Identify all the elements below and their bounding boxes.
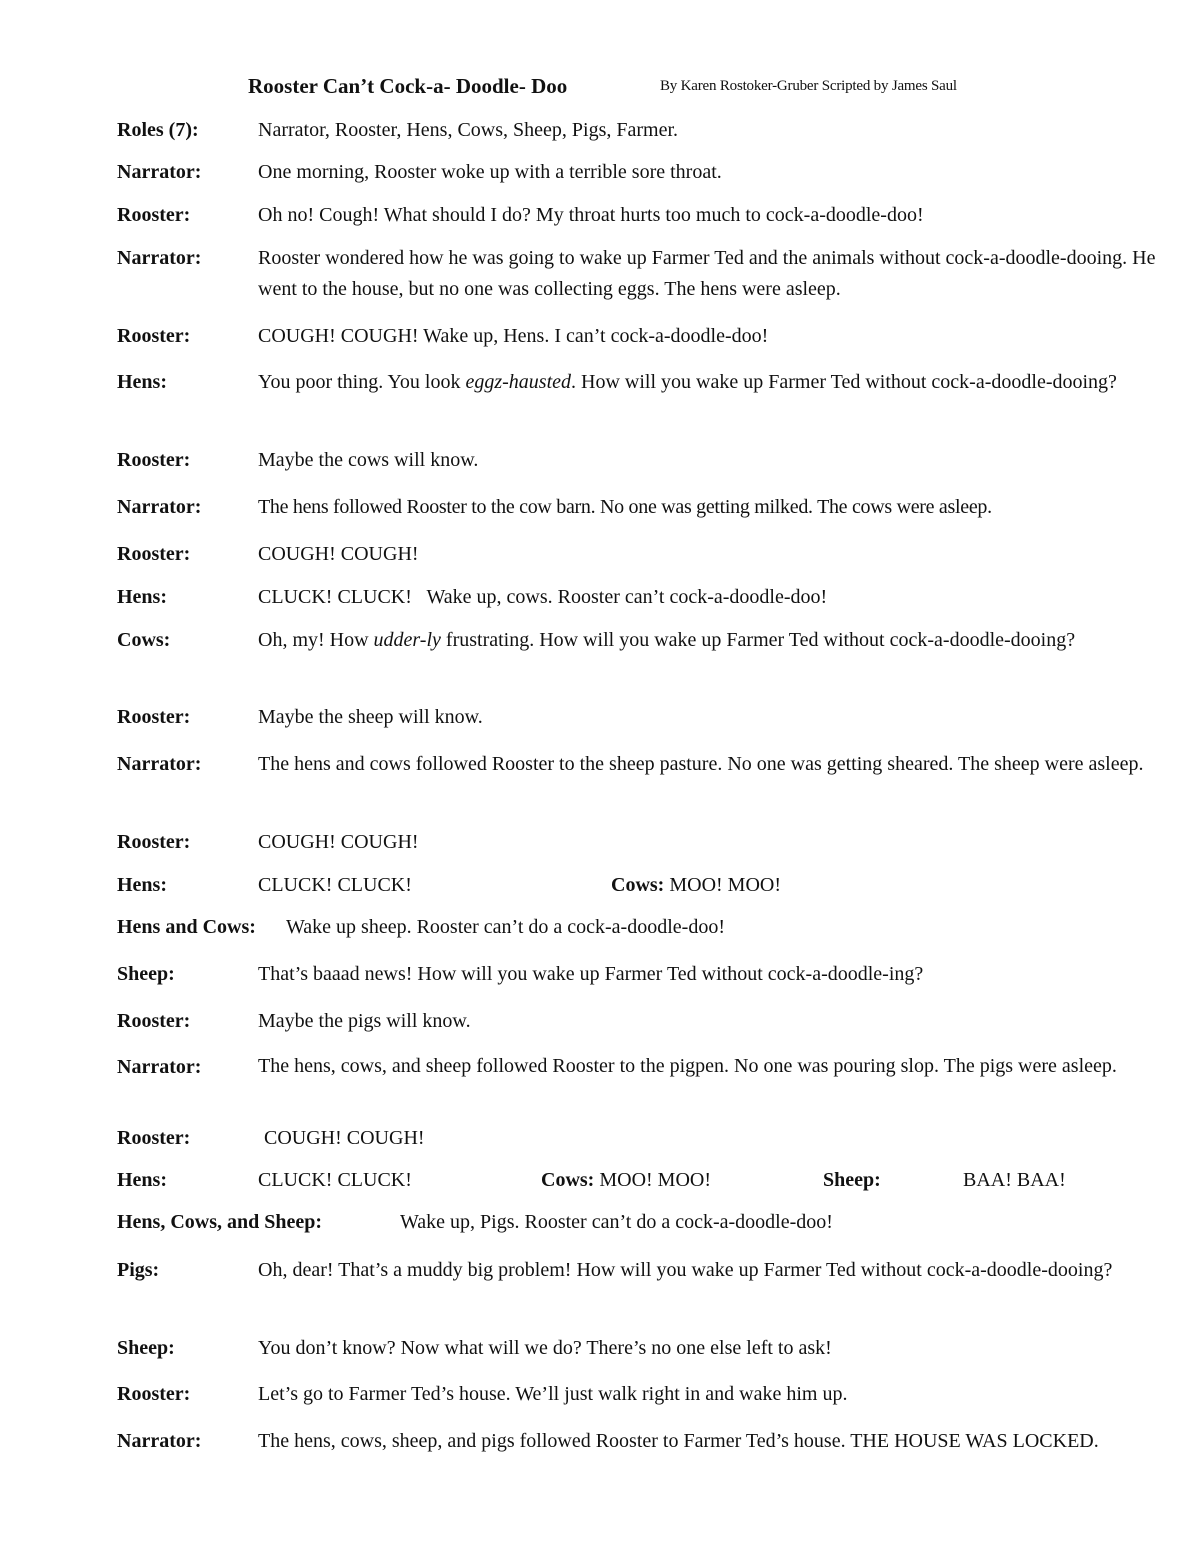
speaker-label: Sheep: — [117, 1337, 175, 1359]
speaker-label: Rooster: — [117, 1383, 191, 1405]
speaker-label: Narrator: — [117, 1056, 202, 1078]
second-speaker-group — [611, 870, 781, 901]
speaker-label: Narrator: — [117, 161, 202, 183]
dialogue-text: Wake up sheep. Rooster can’t do a cock-a-doodle-doo! — [286, 916, 725, 938]
dialogue-text: Rooster wondered how he was going to wake up Farmer Ted and the animals without cock-a-doodle-dooing. He went to the house, but no one was collecting eggs. The hens were asleep. — [258, 247, 1156, 300]
dialogue-text: Maybe the cows will know. — [258, 449, 479, 471]
speaker-label: Hens: — [117, 586, 167, 608]
dialogue-text — [258, 367, 1158, 398]
speaker-label: Rooster: — [117, 831, 191, 853]
speaker-label: Sheep: — [117, 963, 175, 985]
dialogue-text: Maybe the pigs will know. — [258, 1010, 471, 1032]
speaker-label: Rooster: — [117, 449, 191, 471]
dialogue-text: Wake up, Pigs. Rooster can’t do a cock-a-doodle-doo! — [400, 1211, 833, 1233]
second-speaker-group — [541, 1165, 711, 1196]
dialogue-text-part: . How will you wake up Farmer Ted without cock-a-doodle-dooing? — [571, 371, 1117, 393]
dialogue-text-part: You poor thing. You look — [258, 371, 466, 393]
speaker-label: Rooster: — [117, 1127, 191, 1149]
speaker-label: Hens: — [117, 1169, 167, 1191]
speaker-label: Narrator: — [117, 496, 202, 518]
dialogue-text: That’s baaad news! How will you wake up Farmer Ted without cock-a-doodle-ing? — [258, 963, 924, 985]
dialogue-text: The hens followed Rooster to the cow barn. No one was getting milked. The cows were asleep. — [258, 496, 992, 518]
speaker-label: Hens and Cows: — [117, 916, 256, 938]
dialogue-text: COUGH! COUGH! — [258, 831, 419, 853]
speaker-label: Cows: — [611, 874, 665, 896]
speaker-label: Hens: — [117, 371, 167, 393]
dialogue-text: COUGH! COUGH! — [264, 1127, 425, 1149]
speaker-label: Pigs: — [117, 1259, 160, 1281]
dialogue-text: BAA! BAA! — [963, 1169, 1066, 1191]
script-credits: By Karen Rostoker-Gruber Scripted by James Saul — [660, 78, 957, 94]
speaker-label: Rooster: — [117, 543, 191, 565]
speaker-label: Cows: — [541, 1169, 595, 1191]
speaker-label: Rooster: — [117, 706, 191, 728]
speaker-label: Rooster: — [117, 204, 191, 226]
dialogue-text — [258, 625, 1158, 656]
speaker-label: Narrator: — [117, 1430, 202, 1452]
speaker-label: Rooster: — [117, 1010, 191, 1032]
dialogue-text: COUGH! COUGH! — [258, 543, 419, 565]
dialogue-text: CLUCK! CLUCK! — [258, 874, 412, 896]
dialogue-text-part: frustrating. How will you wake up Farmer Ted without cock-a-doodle-dooing? — [440, 629, 1076, 651]
dialogue-text: COUGH! COUGH! Wake up, Hens. I can’t cock-a-doodle-doo! — [258, 325, 769, 347]
dialogue-text: One morning, Rooster woke up with a terrible sore throat. — [258, 161, 722, 183]
dialogue-text: MOO! MOO! — [669, 874, 782, 896]
speaker-label: Sheep: — [823, 1169, 881, 1191]
dialogue-text: CLUCK! CLUCK! Wake up, cows. Rooster can’t cock-a-doodle-doo! — [258, 586, 828, 608]
dialogue-text: Maybe the sheep will know. — [258, 706, 483, 728]
script-title: Rooster Can’t Cock-a- Doodle- Doo — [248, 74, 568, 98]
speaker-label: Cows: — [117, 629, 171, 651]
emphasis-pun: udder-ly — [373, 629, 441, 651]
dialogue-text: MOO! MOO! — [599, 1169, 712, 1191]
speaker-label: Hens: — [117, 874, 167, 896]
dialogue-text: The hens and cows followed Rooster to the sheep pasture. No one was getting sheared. The sheep were asleep. — [258, 753, 1144, 775]
roles-text: Narrator, Rooster, Hens, Cows, Sheep, Pigs, Farmer. — [258, 119, 679, 141]
dialogue-text: The hens, cows, sheep, and pigs followed Rooster to Farmer Ted’s house. THE HOUSE WAS LOCKED. — [258, 1430, 1099, 1452]
third-speaker-label — [823, 1165, 881, 1196]
dialogue-text: CLUCK! CLUCK! — [258, 1169, 412, 1191]
emphasis-pun: eggz-hausted — [465, 371, 572, 393]
roles-label: Roles (7): — [117, 119, 199, 141]
speaker-label: Narrator: — [117, 247, 202, 269]
dialogue-text: The hens, cows, and sheep followed Rooster to the pigpen. No one was pouring slop. The pigs were asleep. — [258, 1055, 1117, 1077]
dialogue-text: You don’t know? Now what will we do? There’s no one else left to ask! — [258, 1337, 832, 1359]
speaker-label: Narrator: — [117, 753, 202, 775]
dialogue-text: Oh, dear! That’s a muddy big problem! How will you wake up Farmer Ted without cock-a-doodle-dooing? — [258, 1259, 1113, 1281]
speaker-label: Hens, Cows, and Sheep: — [117, 1211, 323, 1233]
dialogue-text-part: Oh, my! How — [258, 629, 374, 651]
dialogue-text: Let’s go to Farmer Ted’s house. We’ll just walk right in and wake him up. — [258, 1383, 848, 1405]
speaker-label: Rooster: — [117, 325, 191, 347]
header — [248, 72, 1188, 106]
dialogue-text: Oh no! Cough! What should I do? My throat hurts too much to cock-a-doodle-doo! — [258, 204, 924, 226]
